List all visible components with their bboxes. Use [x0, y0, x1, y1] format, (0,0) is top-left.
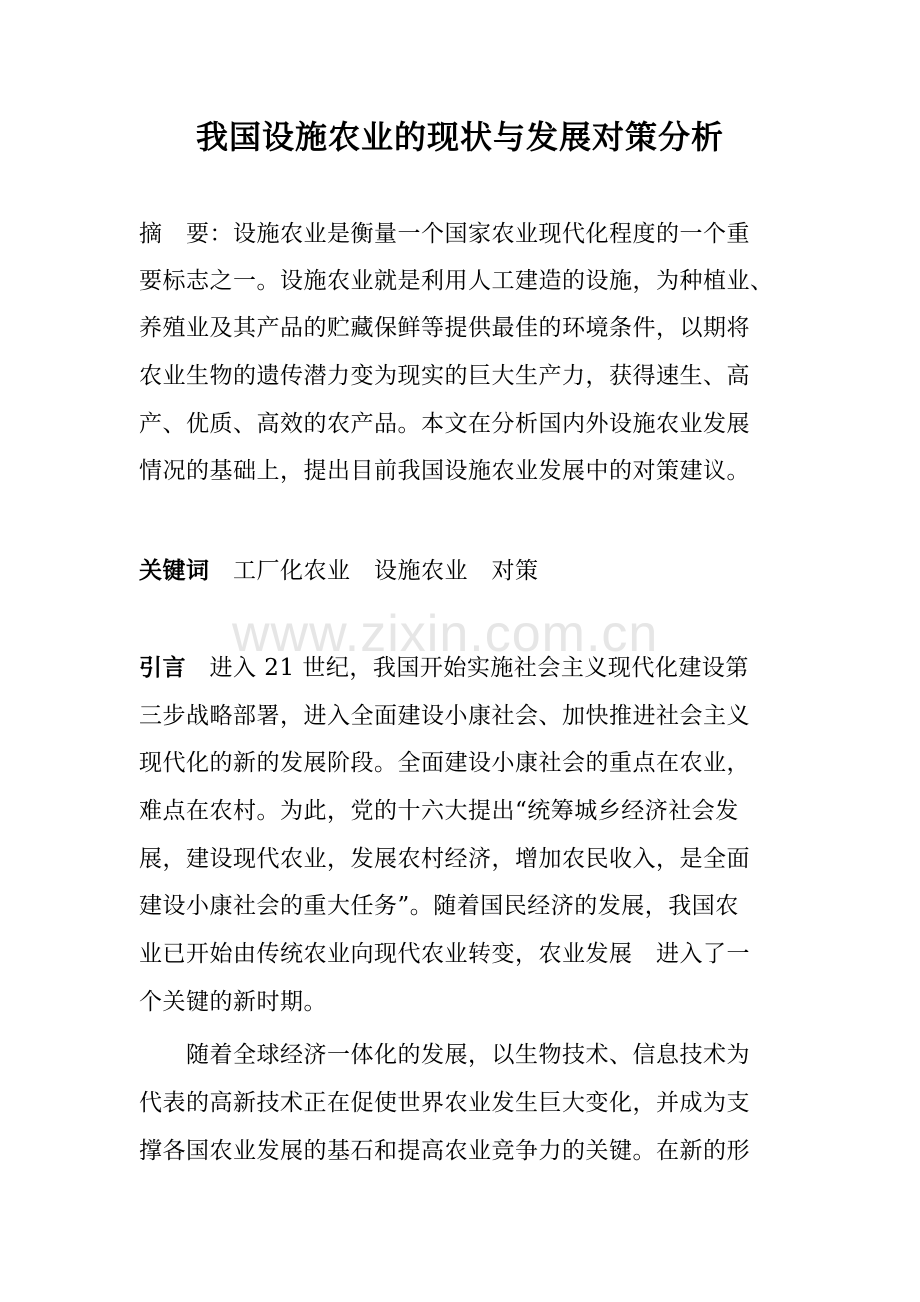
- intro-line: 建设小康社会的重大任务”。随着国民经济的发展，我国农: [139, 893, 739, 919]
- intro-line: 现代化的新的发展阶段。全面建设小康社会的重点在农业，: [139, 750, 750, 776]
- paragraph-line: 撑各国农业发展的基石和提高农业竞争力的关键。在新的形: [139, 1138, 750, 1164]
- intro-line: 个关键的新时期。: [139, 989, 327, 1015]
- document-title: 我国设施农业的现状与发展对策分析: [195, 118, 724, 156]
- intro-line: 业已开始由传统农业向现代农业转变，农业发展 进入了一: [139, 941, 750, 967]
- intro-line: 三步战略部署，进入全面建设小康社会、加快推进社会主义: [139, 703, 750, 729]
- abstract-line: 要标志之一。设施农业就是利用人工建造的设施，为种植业、: [139, 268, 774, 294]
- abstract-text: 设施农业是衡量一个国家农业现代化程度的一个重: [233, 221, 750, 247]
- intro-line: [139, 653, 749, 683]
- keywords-line: [139, 556, 539, 586]
- paragraph-line: 代表的高新技术正在促使世界农业发生巨大变化，并成为支: [139, 1090, 750, 1116]
- keywords-label: 关键词: [139, 557, 210, 584]
- intro-text: 进入 21 世纪，我国开始实施社会主义现代化建设第: [186, 655, 749, 681]
- intro-line: 展，建设现代农业，发展农村经济，增加农民收入，是全面: [139, 846, 750, 872]
- abstract-label: 摘 要：: [139, 221, 233, 247]
- intro-line: 难点在农村。为此，党的十六大提出“统筹城乡经济社会发: [139, 798, 739, 824]
- watermark: www.zixin.com.cn: [232, 605, 659, 663]
- abstract-line: [139, 219, 750, 249]
- paragraph-line: 随着全球经济一体化的发展，以生物技术、信息技术为: [139, 1042, 750, 1068]
- abstract-line: 情况的基础上，提出目前我国设施农业发展中的对策建议。: [139, 458, 750, 484]
- keywords-text: 工厂化农业 设施农业 对策: [209, 558, 539, 584]
- abstract-line: 农业生物的遗传潜力变为现实的巨大生产力，获得速生、高: [139, 363, 750, 389]
- abstract-line: 养殖业及其产品的贮藏保鲜等提供最佳的环境条件，以期将: [139, 315, 750, 341]
- intro-label: 引言: [139, 654, 186, 681]
- abstract-line: 产、优质、高效的农产品。本文在分析国内外设施农业发展: [139, 411, 750, 437]
